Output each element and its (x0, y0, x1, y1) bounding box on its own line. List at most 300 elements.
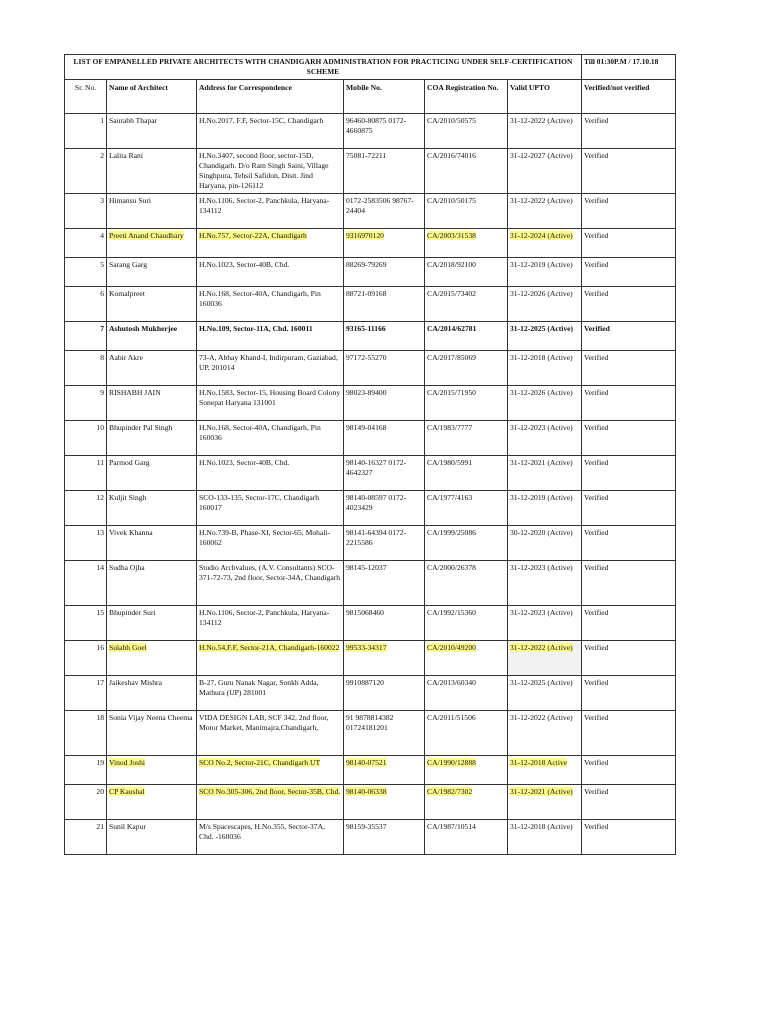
mobile-text: 98159-35537 (346, 822, 387, 831)
sr-no-cell (65, 149, 107, 194)
address-cell (197, 756, 344, 785)
address-text: H.No.54,F.F, Sector-21A, Chandigarh-160022 (199, 643, 340, 652)
address-cell (197, 561, 344, 606)
name-text: Ashutosh Mukherjee (109, 324, 178, 333)
address-text: H.No.3407, second floor, sector-15D, Chandigarh. D/o Ram Singh Saini, Village Singhpura, Tehsil Safidon, Distt. Jind Haryana, pin-126112 (199, 151, 329, 190)
valid-text: 31-12-2019 (Active) (510, 493, 573, 502)
sr-no-cell (65, 258, 107, 287)
name-cell (107, 491, 197, 526)
coa-text: CA/1987/10514 (427, 822, 476, 831)
sr-no-text: 21 (96, 822, 104, 831)
status-cell (582, 149, 676, 194)
status-cell (582, 456, 676, 491)
architects-table (64, 54, 676, 855)
valid-text: 31-12-2027 (Active) (510, 151, 573, 160)
name-text: Sulabh Goel (109, 643, 147, 652)
valid-cell (508, 561, 582, 606)
name-text: Kuljit Singh (109, 493, 147, 502)
mobile-text: 88721-09168 (346, 289, 387, 298)
name-text: Vinod Joshi (109, 758, 146, 767)
coa-text: CA/2010/50575 (427, 116, 476, 125)
sr-no-cell (65, 322, 107, 351)
mobile-cell (344, 711, 425, 756)
status-text: Verified (584, 713, 609, 722)
table-row (65, 820, 676, 855)
mobile-text: 98140-07521 (346, 758, 387, 767)
mobile-cell (344, 641, 425, 676)
valid-text: 31-12-2022 (Active) (510, 643, 573, 652)
mobile-cell (344, 526, 425, 561)
valid-cell (508, 322, 582, 351)
coa-text: CA/1982/7302 (427, 787, 473, 796)
coa-cell (425, 194, 508, 229)
valid-text: 31-12-2025 (Active) (510, 678, 573, 687)
status-cell (582, 820, 676, 855)
header-sr-no: Sr. No. (65, 80, 107, 114)
sr-no-cell (65, 114, 107, 149)
table-row (65, 641, 676, 676)
name-cell (107, 149, 197, 194)
mobile-cell (344, 676, 425, 711)
status-cell (582, 287, 676, 322)
coa-cell (425, 820, 508, 855)
header-coa: COA Registration No. (425, 80, 508, 114)
status-cell (582, 386, 676, 421)
status-text: Verified (584, 388, 609, 397)
status-cell (582, 194, 676, 229)
name-cell (107, 820, 197, 855)
sr-no-cell (65, 785, 107, 820)
header-name: Name of Architect (107, 80, 197, 114)
mobile-cell (344, 322, 425, 351)
valid-cell (508, 785, 582, 820)
address-text: H.No.168, Sector-40A, Chandigarh, Pin 160036 (199, 423, 321, 442)
valid-cell (508, 756, 582, 785)
coa-text: CA/2015/73402 (427, 289, 476, 298)
address-cell (197, 491, 344, 526)
sr-no-text: 14 (96, 563, 104, 572)
mobile-text: 9910887120 (346, 678, 384, 687)
status-text: Verified (584, 678, 609, 687)
name-text: Bhupinder Suri (109, 608, 156, 617)
name-text: CP Kaushal (109, 787, 145, 796)
address-cell (197, 676, 344, 711)
name-cell (107, 258, 197, 287)
status-cell (582, 641, 676, 676)
address-text: H.No.2017, F.F, Sector-15C, Chandigarh (199, 116, 324, 125)
valid-text: 31-12-2023 (Active) (510, 608, 573, 617)
coa-cell (425, 561, 508, 606)
address-cell (197, 351, 344, 386)
sr-no-cell (65, 229, 107, 258)
sr-no-cell (65, 456, 107, 491)
valid-cell (508, 194, 582, 229)
status-cell (582, 229, 676, 258)
coa-cell (425, 351, 508, 386)
sr-no-cell (65, 641, 107, 676)
status-text: Verified (584, 151, 609, 160)
name-text: Sonia Vijay Neena Cheema (109, 713, 193, 722)
name-cell (107, 287, 197, 322)
sr-no-text: 8 (100, 353, 104, 362)
sr-no-cell (65, 194, 107, 229)
mobile-cell (344, 456, 425, 491)
address-cell (197, 711, 344, 756)
mobile-text: 97172-55270 (346, 353, 387, 362)
status-cell (582, 711, 676, 756)
name-cell (107, 351, 197, 386)
status-text: Verified (584, 196, 609, 205)
valid-text: 31-12-2021 (Active) (510, 458, 573, 467)
valid-cell (508, 258, 582, 287)
table-row (65, 491, 676, 526)
coa-text: CA/2000/26378 (427, 563, 476, 572)
table-row (65, 114, 676, 149)
mobile-text: 93165-11166 (346, 324, 386, 333)
status-text: Verified (584, 260, 609, 269)
valid-cell (508, 421, 582, 456)
coa-cell (425, 287, 508, 322)
name-cell (107, 229, 197, 258)
name-text: Jaikeshav Mishra (109, 678, 162, 687)
sr-no-cell (65, 561, 107, 606)
address-text: H.No.739-B, Phase-XI, Sector-65, Mohali-160062 (199, 528, 331, 547)
table-row (65, 149, 676, 194)
valid-cell (508, 606, 582, 641)
status-text: Verified (584, 231, 609, 240)
mobile-text: 99533-34317 (346, 643, 387, 652)
mobile-text: 88269-79269 (346, 260, 387, 269)
coa-cell (425, 258, 508, 287)
sr-no-text: 10 (96, 423, 104, 432)
coa-cell (425, 641, 508, 676)
status-cell (582, 351, 676, 386)
status-cell (582, 561, 676, 606)
table-row (65, 526, 676, 561)
mobile-cell (344, 258, 425, 287)
coa-cell (425, 421, 508, 456)
name-cell (107, 561, 197, 606)
sr-no-cell (65, 756, 107, 785)
address-cell (197, 322, 344, 351)
sr-no-cell (65, 491, 107, 526)
mobile-cell (344, 229, 425, 258)
sr-no-text: 16 (96, 643, 104, 652)
mobile-text: 9815068460 (346, 608, 384, 617)
header-status: Verified/not verified (582, 80, 676, 114)
name-cell (107, 641, 197, 676)
valid-cell (508, 641, 582, 676)
valid-cell (508, 526, 582, 561)
valid-cell (508, 351, 582, 386)
address-cell (197, 287, 344, 322)
status-text: Verified (584, 458, 609, 467)
mobile-text: 98141-64394 0172-2215586 (346, 528, 407, 547)
coa-text: CA/2015/71950 (427, 388, 476, 397)
sr-no-cell (65, 421, 107, 456)
table-row (65, 421, 676, 456)
coa-cell (425, 322, 508, 351)
address-text: 73-A, Abhay Khand-I, Indirpuram, Gaziabad, UP, 201014 (199, 353, 338, 372)
table-row (65, 229, 676, 258)
table-row (65, 287, 676, 322)
address-text: H.No.1106, Sector-2, Panchkula, Haryana-134112 (199, 196, 330, 215)
sr-no-cell (65, 287, 107, 322)
address-text: H.No.109, Sector-11A, Chd. 160011 (199, 324, 313, 333)
sr-no-text: 15 (96, 608, 104, 617)
header-row (65, 80, 676, 114)
status-text: Verified (584, 563, 609, 572)
sr-no-cell (65, 351, 107, 386)
status-text: Verified (584, 493, 609, 502)
address-text: SCO-133-135, Sector-17C, Chandigarh 160017 (199, 493, 320, 512)
architects-list-page (64, 54, 675, 855)
address-cell (197, 114, 344, 149)
address-cell (197, 194, 344, 229)
status-cell (582, 785, 676, 820)
address-text: H.No.1023, Sector-40B, Chd. (199, 458, 290, 467)
name-text: Himansu Suri (109, 196, 151, 205)
coa-cell (425, 149, 508, 194)
mobile-cell (344, 606, 425, 641)
mobile-cell (344, 820, 425, 855)
valid-cell (508, 820, 582, 855)
sr-no-text: 6 (100, 289, 104, 298)
status-cell (582, 606, 676, 641)
name-cell (107, 194, 197, 229)
address-text: VIDA DESIGN LAB, SCF 342, 2nd floor, Motor Market, Manimajra,Chandigarh, (199, 713, 329, 732)
document-title: LIST OF EMPANELLED PRIVATE ARCHITECTS WITH CHANDIGARH ADMINISTRATION FOR PRACTICING UNDER SELF-CERTIFICATION SCHEME (65, 55, 582, 80)
name-cell (107, 676, 197, 711)
mobile-cell (344, 491, 425, 526)
valid-text: 31-12-2023 (Active) (510, 423, 573, 432)
mobile-text: 98149-04168 (346, 423, 387, 432)
header-mobile: Mobile No. (344, 80, 425, 114)
status-text: Verified (584, 324, 610, 333)
valid-text: 31-12-2022 (Active) (510, 713, 573, 722)
coa-cell (425, 676, 508, 711)
name-cell (107, 711, 197, 756)
mobile-cell (344, 421, 425, 456)
mobile-text: 96460-80875 0172-4660875 (346, 116, 407, 135)
name-text: Saurabh Thapar (109, 116, 158, 125)
valid-cell (508, 287, 582, 322)
coa-cell (425, 606, 508, 641)
coa-cell (425, 386, 508, 421)
address-cell (197, 526, 344, 561)
coa-cell (425, 229, 508, 258)
valid-text: 31-12-2022 (Active) (510, 196, 573, 205)
sr-no-text: 1 (100, 116, 104, 125)
sr-no-text: 11 (96, 458, 104, 467)
coa-text: CA/2013/60340 (427, 678, 476, 687)
address-text: SCO No.305-306, 2nd floor, Sector-35B, Chd. (199, 787, 341, 796)
name-text: Sudha Ojha (109, 563, 145, 572)
sr-no-text: 18 (96, 713, 104, 722)
address-cell (197, 421, 344, 456)
address-cell (197, 229, 344, 258)
mobile-cell (344, 114, 425, 149)
valid-text: 31-12-2026 (Active) (510, 289, 573, 298)
address-text: H.No.757, Sector-22A, Chandigarh (199, 231, 307, 240)
status-text: Verified (584, 608, 609, 617)
table-row (65, 785, 676, 820)
valid-text: 31-12-2025 (Active) (510, 324, 574, 333)
address-text: SCO No.2, Sector-21C, Chandigarh UT (199, 758, 321, 767)
coa-text: CA/2016/74016 (427, 151, 476, 160)
address-cell (197, 641, 344, 676)
sr-no-text: 13 (96, 528, 104, 537)
sr-no-text: 12 (96, 493, 104, 502)
coa-text: CA/1983/7777 (427, 423, 473, 432)
name-cell (107, 606, 197, 641)
coa-text: CA/1977/4163 (427, 493, 473, 502)
sr-no-text: 17 (96, 678, 104, 687)
sr-no-text: 19 (96, 758, 104, 767)
sr-no-text: 5 (100, 260, 104, 269)
mobile-cell (344, 756, 425, 785)
valid-text: 31-12-2026 (Active) (510, 388, 573, 397)
valid-cell (508, 149, 582, 194)
name-cell (107, 421, 197, 456)
mobile-text: 98140-06338 (346, 787, 387, 796)
status-cell (582, 322, 676, 351)
coa-text: CA/1992/15360 (427, 608, 476, 617)
coa-cell (425, 114, 508, 149)
status-text: Verified (584, 353, 609, 362)
sr-no-cell (65, 820, 107, 855)
name-cell (107, 756, 197, 785)
header-valid: Valid UPTO (508, 80, 582, 114)
valid-text: 31-12-2021 (Active) (510, 787, 573, 796)
coa-cell (425, 711, 508, 756)
table-row (65, 676, 676, 711)
name-text: Aabir Akre (109, 353, 143, 362)
valid-cell (508, 676, 582, 711)
status-cell (582, 756, 676, 785)
coa-text: CA/2017/85069 (427, 353, 476, 362)
table-row (65, 386, 676, 421)
sr-no-text: 9 (100, 388, 104, 397)
status-cell (582, 676, 676, 711)
coa-cell (425, 526, 508, 561)
name-text: RISHABH JAIN (109, 388, 161, 397)
coa-text: CA/2010/50175 (427, 196, 476, 205)
name-text: Preeti Anand Chaudhary (109, 231, 184, 240)
name-text: Sunil Kapur (109, 822, 146, 831)
table-row (65, 561, 676, 606)
mobile-text: 98023-89400 (346, 388, 387, 397)
sr-no-cell (65, 606, 107, 641)
address-text: B-27, Guru Nanak Nagar, Sonkh Adda, Mathura (UP) 281001 (199, 678, 319, 697)
valid-cell (508, 456, 582, 491)
status-text: Verified (584, 758, 609, 767)
mobile-text: 98140-08597 0172-4023429 (346, 493, 407, 512)
mobile-text: 9316970120 (346, 231, 384, 240)
address-cell (197, 386, 344, 421)
coa-text: CA/1980/5991 (427, 458, 473, 467)
mobile-text: 98145-12037 (346, 563, 387, 572)
coa-text: CA/2010/49200 (427, 643, 476, 652)
coa-cell (425, 785, 508, 820)
status-text: Verified (584, 423, 609, 432)
coa-text: CA/2011/51506 (427, 713, 476, 722)
address-cell (197, 606, 344, 641)
name-text: Vivek Khanna (109, 528, 153, 537)
header-address: Address for Correspondence (197, 80, 344, 114)
status-text: Verified (584, 528, 609, 537)
coa-cell (425, 756, 508, 785)
coa-text: CA/2018/92100 (427, 260, 476, 269)
name-text: Lalita Rani (109, 151, 143, 160)
address-text: H.No.168, Sector-40A, Chandigarh, Pin 160036 (199, 289, 321, 308)
valid-text: 30-12-2020 (Active) (510, 528, 573, 537)
sr-no-text: 2 (100, 151, 104, 160)
name-cell (107, 526, 197, 561)
name-text: Sarang Garg (109, 260, 148, 269)
sr-no-cell (65, 711, 107, 756)
status-cell (582, 421, 676, 456)
table-row (65, 606, 676, 641)
name-cell (107, 322, 197, 351)
status-text: Verified (584, 116, 609, 125)
mobile-cell (344, 287, 425, 322)
name-text: Bhupinder Pal Singh (109, 423, 173, 432)
name-cell (107, 456, 197, 491)
name-cell (107, 785, 197, 820)
table-row (65, 322, 676, 351)
valid-text: 31-12-2024 (Active) (510, 231, 573, 240)
status-cell (582, 491, 676, 526)
coa-text: CA/2014/62781 (427, 324, 477, 333)
valid-text: 31-12-2019 (Active) (510, 260, 573, 269)
address-text: H.No.1106, Sector-2, Panchkula, Haryana-134112 (199, 608, 330, 627)
name-cell (107, 114, 197, 149)
mobile-text: 91 9878814382 01724181201 (346, 713, 394, 732)
status-text: Verified (584, 822, 609, 831)
valid-cell (508, 491, 582, 526)
sr-no-cell (65, 526, 107, 561)
address-cell (197, 820, 344, 855)
mobile-cell (344, 194, 425, 229)
table-row (65, 756, 676, 785)
address-text: M/s Spacescapes, H.No.355, Sector-37A, Chd. -160036 (199, 822, 325, 841)
sr-no-text: 20 (96, 787, 104, 796)
sr-no-cell (65, 676, 107, 711)
table-row (65, 351, 676, 386)
mobile-text: 75081-72211 (346, 151, 387, 160)
address-cell (197, 785, 344, 820)
address-cell (197, 258, 344, 287)
valid-text: 31-12-2023 (Active) (510, 563, 573, 572)
table-row (65, 194, 676, 229)
status-text: Verified (584, 643, 609, 652)
time-stamp: Till 01:30P.M / 17.10.18 (582, 55, 676, 80)
valid-text: 31-12-2022 (Active) (510, 116, 573, 125)
address-text: H.No.1583, Sector-15, Housing Board Colony Sonepat Haryana 131001 (199, 388, 341, 407)
mobile-cell (344, 351, 425, 386)
table-row (65, 258, 676, 287)
title-row (65, 55, 676, 80)
status-cell (582, 114, 676, 149)
sr-no-text: 4 (100, 231, 104, 240)
valid-cell (508, 229, 582, 258)
status-cell (582, 526, 676, 561)
status-text: Verified (584, 787, 609, 796)
name-cell (107, 386, 197, 421)
valid-text: 31-12-2018 (Active) (510, 822, 573, 831)
sr-no-text: 7 (100, 324, 104, 333)
